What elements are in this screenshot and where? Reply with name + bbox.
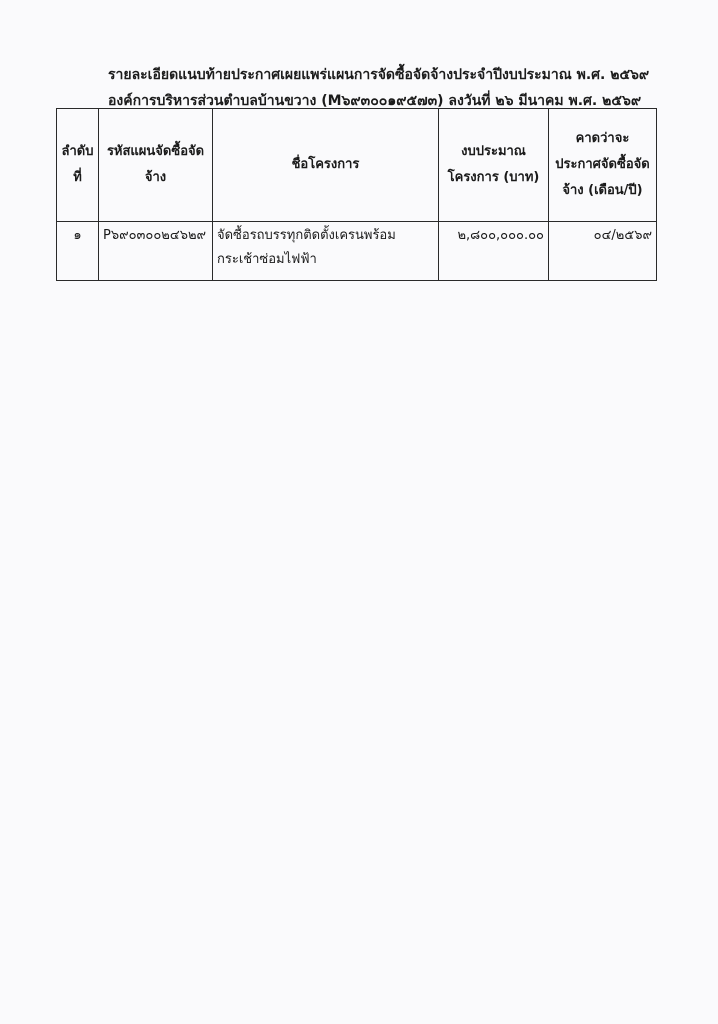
table-header-row (57, 109, 657, 222)
table-row (57, 222, 657, 281)
cell-budget: ๒,๘๐๐,๐๐๐.๐๐ (439, 222, 549, 281)
cell-expected-date: ๐๔/๒๕๖๙ (549, 222, 657, 281)
cell-project-name: จัดซื้อรถบรรทุกติดตั้งเครนพร้อมกระเช้าซ่อมไฟฟ้า (213, 222, 439, 281)
document-title-line-2: องค์การบริหารส่วนตำบลบ้านขวาง (M๖๙๓๐๐๑๙๕๗๓) ลงวันที่ ๒๖ มีนาคม พ.ศ. ๒๕๖๙ (108, 93, 642, 109)
cell-plan-code: P๖๙๐๓๐๐๒๔๖๒๙ (99, 222, 213, 281)
header-plan-code: รหัสแผนจัดซื้อจัดจ้าง (99, 109, 213, 222)
document-title-line-1: รายละเอียดแนบท้ายประกาศเผยแพร่แผนการจัดซื้อจัดจ้างประจำปีงบประมาณ พ.ศ. ๒๕๖๙ (108, 67, 650, 83)
procurement-plan-table (56, 108, 657, 281)
header-budget: งบประมาณโครงการ (บาท) (439, 109, 549, 222)
cell-seq: ๑ (57, 222, 99, 281)
header-seq: ลำดับที่ (57, 109, 99, 222)
header-expected-date: คาดว่าจะประกาศจัดซื้อจัดจ้าง (เดือน/ปี) (549, 109, 657, 222)
header-project-name: ชื่อโครงการ (213, 109, 439, 222)
